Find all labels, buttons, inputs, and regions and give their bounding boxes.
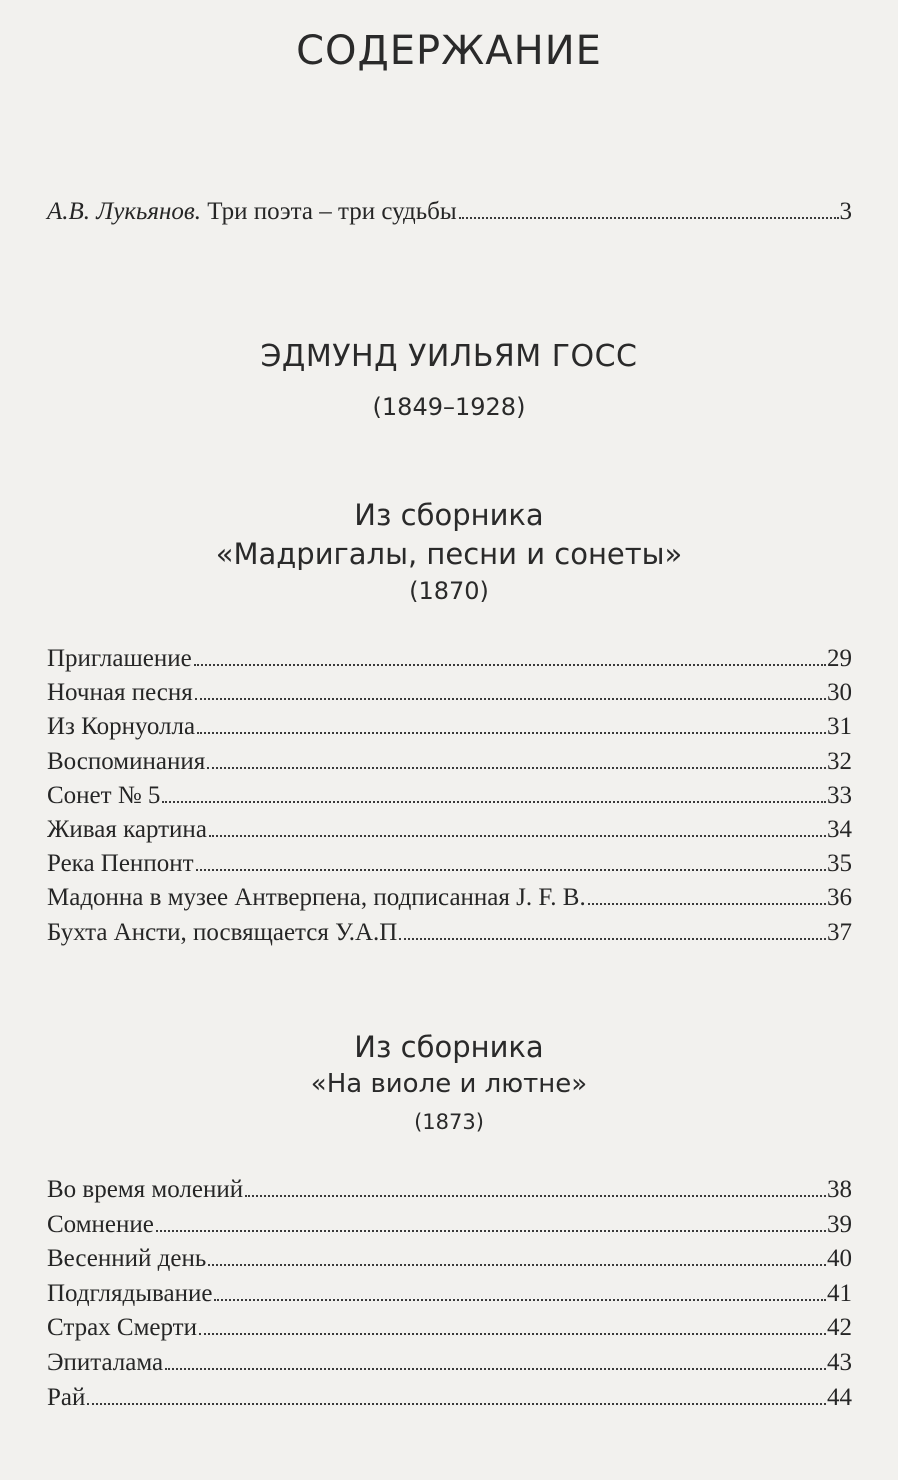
toc-entry-page: 33 <box>827 781 852 809</box>
collection-heading-name: «Мадригалы, песни и сонеты» <box>215 537 683 571</box>
toc-entry-page: 29 <box>827 645 852 672</box>
dot-leader <box>209 835 826 837</box>
toc-entry-title: Живая картина <box>47 816 207 843</box>
dot-leader <box>197 732 826 734</box>
toc-entry-title: Весенний день <box>47 1245 207 1273</box>
dot-leader <box>87 1403 826 1405</box>
toc-entry-title: Страх Смерти <box>47 1314 197 1342</box>
dot-leader <box>245 1195 826 1197</box>
dot-leader <box>399 938 826 940</box>
toc-entry-author: А.В. Лукьянов. <box>47 198 202 225</box>
collection-heading-from: Из сборника <box>354 1030 544 1064</box>
toc-entry[interactable] <box>47 849 852 879</box>
page-title: СОДЕРЖАНИЕ <box>296 28 602 74</box>
toc-entry-page: 39 <box>827 1210 852 1238</box>
toc-entry-title: Во время молений <box>47 1176 244 1203</box>
dot-leader <box>207 767 826 769</box>
toc-entry-page: 43 <box>827 1349 852 1376</box>
toc-entry[interactable] <box>47 815 852 845</box>
dot-leader <box>196 869 827 871</box>
dot-leader <box>588 903 826 905</box>
toc-entry[interactable] <box>47 678 852 708</box>
dot-leader <box>194 664 826 666</box>
toc-entry[interactable] <box>47 712 852 742</box>
toc-entry-intro[interactable] <box>47 197 852 227</box>
toc-entry[interactable] <box>47 1383 852 1413</box>
toc-entry[interactable] <box>47 781 852 811</box>
dot-leader <box>199 1333 826 1335</box>
toc-entry[interactable] <box>47 1348 852 1378</box>
collection-heading-year: (1873) <box>414 1110 484 1134</box>
toc-entry-title: Мадонна в музее Антверпена, подписанная J. F. B. <box>47 884 586 912</box>
toc-entry-title: Ночная песня <box>47 679 193 707</box>
toc-entry[interactable] <box>47 1313 852 1343</box>
dot-leader <box>156 1230 826 1232</box>
toc-entry[interactable] <box>47 1175 852 1205</box>
toc-entry-page: 31 <box>827 713 852 741</box>
toc-entry-page: 41 <box>827 1279 852 1307</box>
dot-leader <box>208 1264 826 1266</box>
toc-entry-title: Сомнение <box>47 1210 154 1238</box>
dot-leader <box>162 801 826 803</box>
toc-entry-title: Подглядывание <box>47 1279 213 1307</box>
collection-heading-from: Из сборника <box>354 498 544 532</box>
toc-entry-page: 44 <box>827 1383 852 1411</box>
dot-leader <box>195 698 826 700</box>
poet-heading: ЭДМУНД УИЛЬЯМ ГОСС <box>260 339 638 374</box>
toc-entry-page: 36 <box>827 884 852 912</box>
toc-entry[interactable] <box>47 918 852 948</box>
toc-entry-title: Приглашение <box>47 645 192 672</box>
dot-leader <box>165 1368 826 1370</box>
toc-entry-page: 38 <box>827 1176 852 1203</box>
toc-entry-page: 34 <box>827 816 852 843</box>
toc-entry-title: Река Пенпонт <box>47 850 194 878</box>
toc-entry-title: Эпиталама <box>47 1349 164 1376</box>
toc-entry-title: Воспоминания <box>47 747 206 775</box>
toc-entry-page: 37 <box>827 918 852 946</box>
dot-leader <box>214 1299 826 1301</box>
toc-entry-page: 42 <box>827 1314 852 1342</box>
toc-entry-title: Рай <box>47 1383 86 1411</box>
toc-entry-page: 30 <box>827 679 852 707</box>
toc-entry-page: 3 <box>839 198 852 225</box>
collection-heading-name: «На виоле и лютне» <box>310 1069 588 1099</box>
dot-leader <box>459 217 839 219</box>
toc-entry[interactable] <box>47 1279 852 1309</box>
poet-years: (1849–1928) <box>372 393 526 421</box>
collection-heading-year: (1870) <box>409 577 489 605</box>
toc-entry[interactable] <box>47 747 852 777</box>
toc-entry-title: А.В. Лукьянов. Три поэта – три судьбы <box>47 198 457 225</box>
toc-entry-title: Бухта Ансти, посвящается У.А.П <box>47 918 398 946</box>
toc-entry[interactable] <box>47 644 852 674</box>
toc-entry-page: 40 <box>827 1245 852 1273</box>
toc-entry[interactable] <box>47 1244 852 1274</box>
toc-entry-title: Из Корнуолла <box>47 713 196 741</box>
toc-entry[interactable] <box>47 1210 852 1240</box>
toc-entry-page: 32 <box>827 747 852 775</box>
toc-entry[interactable] <box>47 883 852 913</box>
toc-entry-page: 35 <box>827 850 852 878</box>
toc-entry-title: Сонет № 5 <box>47 781 161 809</box>
